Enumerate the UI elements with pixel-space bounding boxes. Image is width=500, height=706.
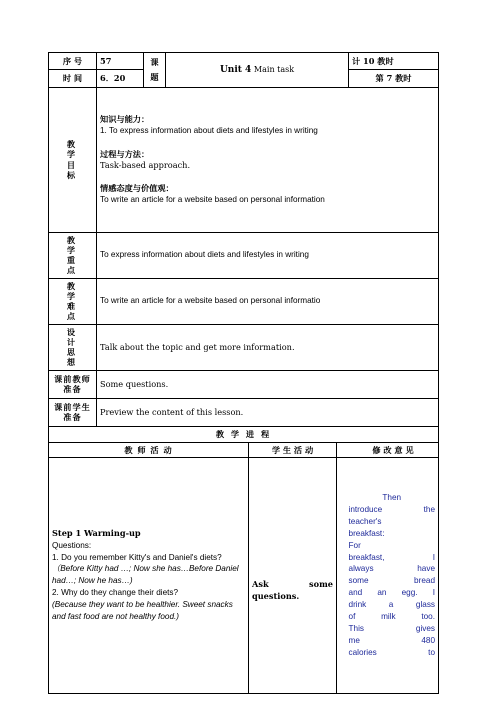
total-periods: 计 10 教时 bbox=[349, 53, 439, 70]
revision-cell bbox=[349, 457, 439, 693]
revision-line: introduce the bbox=[348, 504, 436, 514]
difficulties-text: To write an article for a website based on personal informatio bbox=[97, 278, 439, 324]
emotion-item: To write an article for a website based on personal information bbox=[100, 194, 325, 204]
revision-line: teacher's bbox=[348, 516, 382, 526]
teacher-prep-label-text: 课前教师准备 bbox=[54, 373, 91, 395]
key-points-label bbox=[49, 232, 97, 278]
student-prep-label bbox=[49, 398, 97, 426]
revision-line: of milk too. bbox=[348, 611, 436, 621]
revision-lines bbox=[349, 492, 436, 658]
student-prep-text: Preview the content of this lesson. bbox=[97, 398, 439, 426]
revision-line: calories to bbox=[348, 647, 436, 657]
revision-line: always have bbox=[348, 564, 436, 574]
key-points-text: To express information about diets and lifestyles in writing bbox=[97, 232, 439, 278]
lesson-title-sub: Main task bbox=[253, 64, 295, 74]
revision-line: For bbox=[348, 540, 361, 550]
time-label: 时 间 bbox=[49, 70, 97, 87]
key-points-label-text: 教 学 重 点 bbox=[66, 234, 79, 276]
revision-line: Then bbox=[382, 493, 402, 503]
questions-label: Questions: bbox=[52, 540, 92, 550]
answer-1: （Before Kitty had …; Now she has…Before Daniel had…; Now he has…) bbox=[52, 564, 239, 586]
serial-label: 序 号 bbox=[49, 53, 97, 70]
process-item: Task-based approach. bbox=[100, 160, 191, 171]
col-revision bbox=[337, 442, 439, 457]
teacher-prep-text: Some questions. bbox=[97, 370, 439, 398]
step-title: Step 1 Warming-up bbox=[52, 527, 141, 538]
serial-value: 57 bbox=[97, 53, 144, 70]
student-activity-cell bbox=[249, 457, 337, 693]
teacher-prep-label bbox=[49, 370, 97, 398]
objectives-content bbox=[97, 87, 439, 232]
knowledge-item: 1. To express information about diets and lifestyles in writing bbox=[100, 125, 318, 135]
difficulties-label bbox=[49, 278, 97, 324]
revision-line: me 480 bbox=[348, 635, 436, 645]
time-value: 6．20 bbox=[97, 70, 144, 87]
revision-spacer bbox=[337, 457, 349, 693]
lesson-plan-table bbox=[48, 52, 439, 694]
topic-label bbox=[144, 53, 166, 88]
lesson-title-unit: Unit 4 bbox=[219, 64, 252, 75]
col-teacher-activity: 教 师 活 动 bbox=[49, 442, 249, 457]
revision-line: breakfast: bbox=[348, 528, 385, 538]
process-heading-row: 教 学 进 程 bbox=[49, 426, 439, 442]
process-heading: 过程与方法： bbox=[100, 148, 150, 159]
design-label-text: 设 计 思 想 bbox=[66, 326, 79, 368]
current-period: 第 7 教时 bbox=[349, 70, 439, 87]
revision-line: This gives bbox=[348, 623, 436, 633]
revision-line: some bread bbox=[348, 576, 436, 586]
topic-label-text: 课题 bbox=[150, 57, 159, 82]
knowledge-heading: 知识与能力： bbox=[100, 114, 150, 125]
emotion-heading: 情感态度与价值观： bbox=[100, 183, 174, 194]
answer-2: (Because they want to be healthier. Sweet snacks and fast food are not healthy food.) bbox=[52, 600, 233, 621]
design-label bbox=[49, 324, 97, 370]
design-text: Talk about the topic and get more information. bbox=[97, 324, 439, 370]
student-prep-label-text: 课前学生准备 bbox=[54, 401, 91, 423]
question-2: 2. Why do they change their diets? bbox=[52, 588, 179, 598]
revision-line: drink a glass bbox=[348, 600, 436, 610]
col-revision-text: 修 改 意 见 bbox=[372, 444, 414, 455]
objectives-label-text: 教 学 目 标 bbox=[66, 139, 79, 180]
revision-line: breakfast, I bbox=[348, 552, 436, 562]
student-activity-text: Ask some questions. bbox=[252, 579, 333, 602]
question-1: 1. Do you remember Kitty's and Daniel's diets? bbox=[52, 552, 222, 562]
difficulties-label-text: 教 学 难 点 bbox=[66, 280, 79, 322]
teacher-activity-cell bbox=[49, 457, 249, 693]
revision-line: and an egg. I bbox=[348, 588, 436, 598]
col-student-activity: 学 生 活 动 bbox=[249, 442, 337, 457]
lesson-title bbox=[166, 53, 349, 88]
objectives-label bbox=[49, 87, 97, 232]
